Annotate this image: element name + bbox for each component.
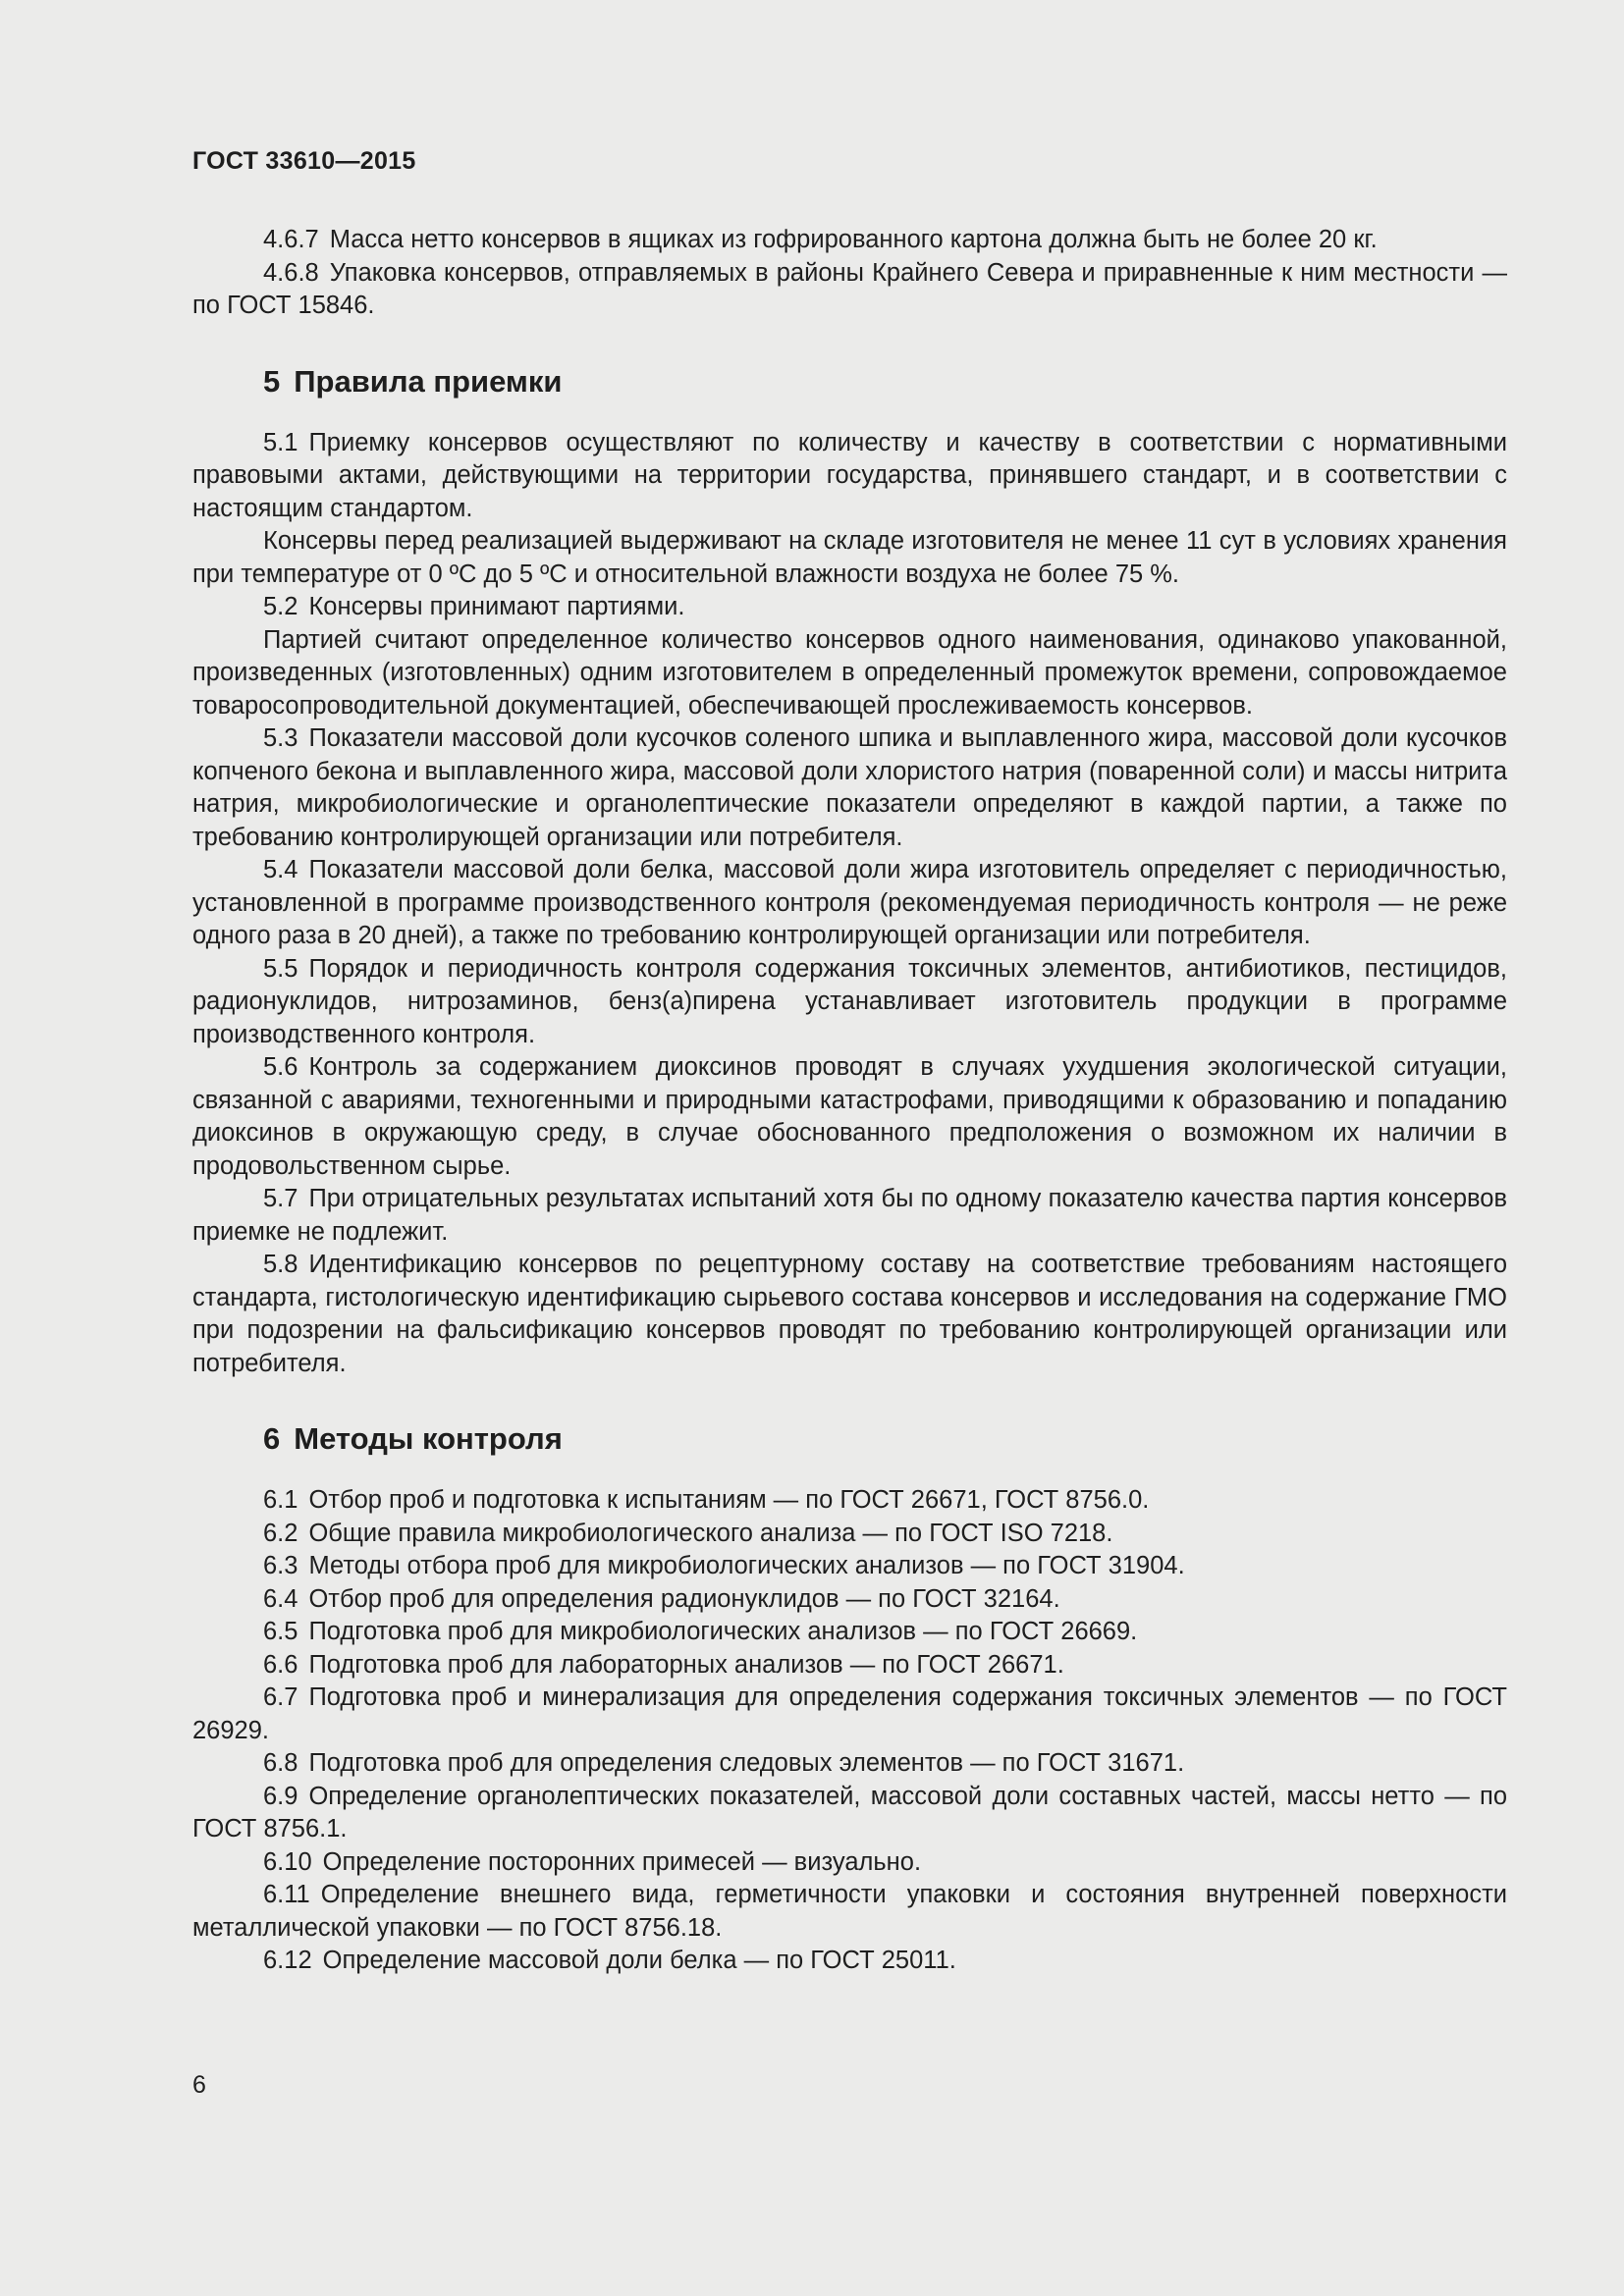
paragraph-number: 6.7: [263, 1683, 298, 1711]
paragraph-5-5: [192, 953, 1507, 1052]
paragraph-text: Консервы принимают партиями.: [308, 593, 685, 620]
paragraph-text: Показатели массовой доли кусочков соленого шпика и выплавленного жира, массовой доли кусочков копченого бекона и выплавленного жира, массовой доли хлористого натрия (поваренной соли) и массы нитрита натрия, микробиологические и органолептические показатели определяют в каждой партии, а также по требованию контролирующей организации или потребителя.: [192, 724, 1507, 851]
paragraph-number: 6.9: [263, 1782, 298, 1810]
page-number: 6: [192, 2071, 206, 2099]
paragraph-number: 5.3: [263, 724, 298, 752]
paragraph-5-8: [192, 1249, 1507, 1380]
paragraph-text: Партией считают определенное количество консервов одного наименования, одинаково упакованной, произведенных (изготовленных) одним изготовителем в определенный промежуток времени, сопровождаемое товаросопроводительной документацией, обеспечивающей прослеживаемость консервов.: [192, 625, 1507, 720]
paragraph-6-2: [192, 1518, 1507, 1551]
paragraph-6-12: [192, 1945, 1507, 1978]
document-header: ГОСТ 33610—2015: [192, 147, 416, 175]
paragraph-4-6-8: [192, 257, 1507, 323]
document-body: [192, 224, 1507, 1978]
paragraph-number: 6.12: [263, 1947, 312, 1974]
paragraph-5-3: [192, 722, 1507, 854]
paragraph-6-6: [192, 1649, 1507, 1682]
paragraph-text: Отбор проб для определения радионуклидов — по ГОСТ 32164.: [308, 1584, 1060, 1613]
paragraph-number: 5.7: [263, 1185, 298, 1212]
paragraph-text: Масса нетто консервов в ящиках из гофрированного картона должна быть не более 20 кг.: [329, 226, 1378, 253]
section-title: Методы контроля: [294, 1421, 563, 1456]
paragraph-number: 5.6: [263, 1053, 298, 1081]
paragraph-text: Определение внешнего вида, герметичности упаковки и состояния внутренней поверхности металлической упаковки — по ГОСТ 8756.18.: [192, 1881, 1507, 1942]
paragraph-6-8: [192, 1747, 1507, 1781]
paragraph-number: 6.5: [263, 1618, 298, 1645]
paragraph-6-11: [192, 1879, 1507, 1945]
paragraph-number: 4.6.7: [263, 226, 319, 253]
section-number: 6: [263, 1421, 281, 1456]
section-number: 5: [263, 363, 281, 399]
paragraph-number: 6.6: [263, 1650, 298, 1679]
paragraph-text: Подготовка проб для определения следовых элементов — по ГОСТ 31671.: [308, 1749, 1185, 1777]
section-6-body: [192, 1484, 1507, 1978]
section-5-heading: [263, 362, 1507, 401]
paragraph-6-3: [192, 1550, 1507, 1583]
paragraph-text: Контроль за содержанием диоксинов проводят в случаях ухудшения экологической ситуации, связанной с авариями, техногенными и природными катастрофами, приводящими к образованию и попаданию диоксинов в окружающую среду, в случае обоснованного предположения о возможном их наличии в продовольственном сырье.: [192, 1053, 1507, 1180]
paragraph-5-7: [192, 1183, 1507, 1249]
paragraph-number: 6.2: [263, 1519, 298, 1547]
paragraph-number: 6.3: [263, 1552, 298, 1579]
paragraph-text: Определение массовой доли белка — по ГОСТ 25011.: [322, 1947, 956, 1974]
section-6-heading: [263, 1419, 1507, 1459]
paragraph-6-9: [192, 1781, 1507, 1846]
intro-block: [192, 224, 1507, 323]
paragraph-number: 6.10: [263, 1847, 312, 1876]
paragraph-number: 5.2: [263, 593, 298, 620]
paragraph-6-4: [192, 1583, 1507, 1617]
section-5-body: [192, 427, 1507, 1381]
paragraph-number: 6.11: [263, 1881, 310, 1908]
paragraph-5-2: [192, 591, 1507, 624]
paragraph-4-6-7: [192, 224, 1507, 257]
paragraph-6-5: [192, 1616, 1507, 1649]
paragraph-text: Упаковка консервов, отправляемых в районы Крайнего Севера и приравненные к ним местности — по ГОСТ 15846.: [192, 258, 1507, 319]
paragraph-text: Порядок и периодичность контроля содержания токсичных элементов, антибиотиков, пестицидов, радионуклидов, нитрозаминов, бенз(а)пирена устанавливает изготовитель продукции в программе производственного контроля.: [192, 954, 1507, 1048]
paragraph-text: Подготовка проб и минерализация для определения содержания токсичных элементов — по ГОСТ 26929.: [192, 1683, 1507, 1744]
paragraph-text: Подготовка проб для микробиологических анализов — по ГОСТ 26669.: [308, 1618, 1138, 1645]
paragraph-text: Определение органолептических показателей, массовой доли составных частей, массы нетто — по ГОСТ 8756.1.: [192, 1782, 1507, 1842]
paragraph-5-6: [192, 1051, 1507, 1183]
paragraph-number: 4.6.8: [263, 258, 319, 287]
paragraph-number: 6.8: [263, 1749, 298, 1777]
paragraph-number: 6.4: [263, 1584, 298, 1613]
paragraph-5-4: [192, 854, 1507, 953]
paragraph-number: 5.1: [263, 428, 298, 456]
paragraph-text: Подготовка проб для лабораторных анализов — по ГОСТ 26671.: [308, 1650, 1064, 1679]
paragraph-5-1-storage: [192, 525, 1507, 591]
paragraph-text: Консервы перед реализацией выдерживают на складе изготовителя не менее 11 сут в условиях хранения при температуре от 0 ºС до 5 ºС и относительной влажности воздуха не более 75 %.: [192, 527, 1507, 588]
paragraph-text: Идентификацию консервов по рецептурному составу на соответствие требованиям настоящего стандарта, гистологическую идентификацию сырьевого состава консервов и исследования на содержание ГМО при подозрении на фальсификацию консервов проводят по требованию контролирующей организации или потребителя.: [192, 1251, 1507, 1377]
paragraph-5-1: [192, 427, 1507, 526]
paragraph-text: Общие правила микробиологического анализа — по ГОСТ ISO 7218.: [308, 1519, 1113, 1547]
paragraph-text: Показатели массовой доли белка, массовой доли жира изготовитель определяет с периодичностью, установленной в программе производственного контроля (рекомендуемая периодичность контроля — не реже одного раза в 20 дней), а также по требованию контролирующей организации или потребителя.: [192, 856, 1507, 949]
paragraph-text: При отрицательных результатах испытаний хотя бы по одному показателю качества партия консервов приемке не подлежит.: [192, 1185, 1507, 1246]
paragraph-text: Определение посторонних примесей — визуально.: [322, 1847, 922, 1876]
paragraph-number: 5.5: [263, 954, 298, 983]
paragraph-number: 5.8: [263, 1251, 298, 1278]
paragraph-text: Отбор проб и подготовка к испытаниям — по ГОСТ 26671, ГОСТ 8756.0.: [308, 1486, 1150, 1514]
paragraph-text: Методы отбора проб для микробиологических анализов — по ГОСТ 31904.: [308, 1552, 1185, 1579]
paragraph-6-10: [192, 1846, 1507, 1880]
paragraph-number: 6.1: [263, 1486, 298, 1514]
paragraph-5-2-batch: [192, 624, 1507, 723]
paragraph-number: 5.4: [263, 856, 298, 883]
paragraph-6-7: [192, 1682, 1507, 1747]
section-title: Правила приемки: [294, 363, 563, 399]
paragraph-6-1: [192, 1484, 1507, 1518]
paragraph-text: Приемку консервов осуществляют по количеству и качеству в соответствии с нормативными правовыми актами, действующими на территории государства, принявшего стандарт, и в соответствии с настоящим стандартом.: [192, 428, 1507, 522]
